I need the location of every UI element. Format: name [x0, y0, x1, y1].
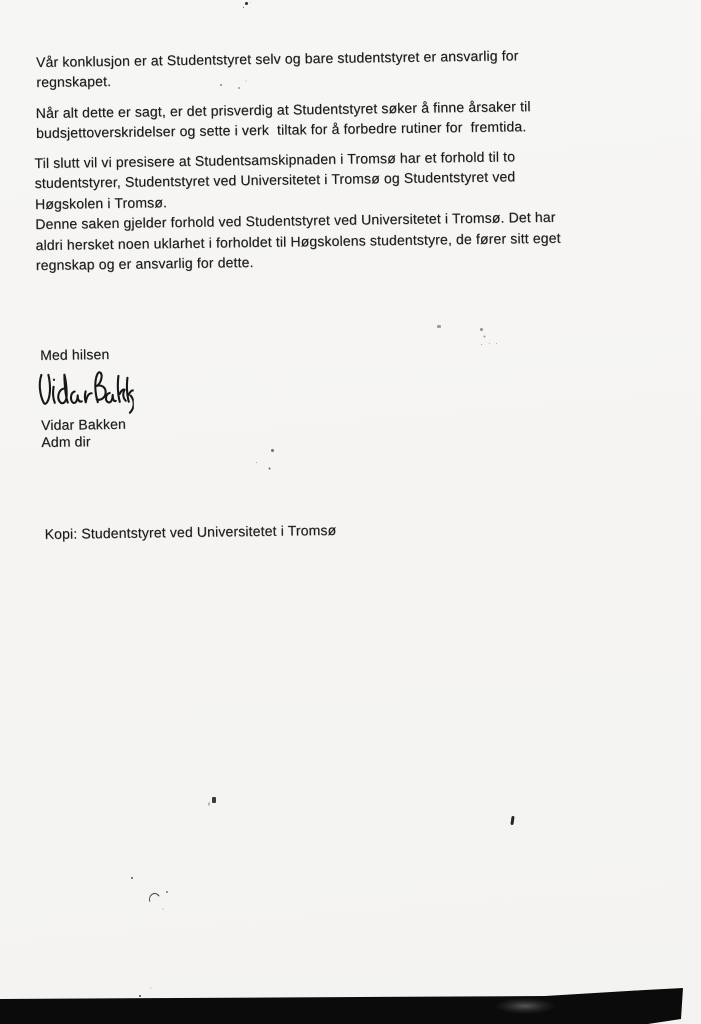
paragraph-clarification — [34, 146, 561, 276]
scan-speck — [480, 328, 483, 331]
text-line: studentstyrer, Studentstyret ved Universitetet i Tromsø og Studentstyret ved — [34, 168, 516, 192]
closing-salutation: Med hilsen — [40, 346, 110, 363]
scan-speck — [166, 891, 168, 893]
text-line: Til slutt vil vi presisere at Studentsamskipnaden i Tromsø har et forhold til to — [34, 148, 516, 172]
text-line: Når alt dette er sagt, er det prisverdig at Studentstyret søker å finne årsaker til — [35, 98, 531, 122]
text-line: regnskap og er ansvarlig for dette. — [35, 254, 254, 274]
scan-speck — [437, 325, 441, 328]
text-line: Høgskolen i Tromsø. — [34, 193, 168, 212]
text-line: regnskapet. — [36, 73, 112, 91]
signature-handwriting — [35, 368, 134, 417]
scan-speck — [220, 84, 222, 86]
scan-smudge — [495, 998, 555, 1014]
text-line: Vår konklusjon er at Studentstyret selv og bare studentstyret er ansvarlig for — [35, 47, 519, 70]
scan-speck — [245, 2, 248, 5]
text-line: Denne saken gjelder forhold ved Studentstyret ved Universitetet i Tromsø. Det har — [35, 208, 556, 233]
signature-name: Vidar Bakken — [40, 415, 127, 433]
text-line: budsjettoverskridelser og sette i verk tiltak for å forbedre rutiner for fremtida. — [35, 118, 527, 142]
scan-speck — [271, 449, 274, 452]
text-line: aldri hersket noen uklarhet i forholdet til Høgskolens studentstyre, de fører sitt eget — [35, 229, 561, 253]
scan-speck — [131, 877, 133, 879]
signature-title: Adm dir — [41, 433, 91, 450]
copy-recipient-line: Kopi: Studentstyret ved Universitetet i Tromsø — [44, 521, 337, 542]
scan-speck — [139, 995, 141, 997]
paragraph-praise — [36, 96, 531, 144]
scan-speck — [212, 797, 216, 803]
paragraph-conclusion — [36, 45, 519, 93]
